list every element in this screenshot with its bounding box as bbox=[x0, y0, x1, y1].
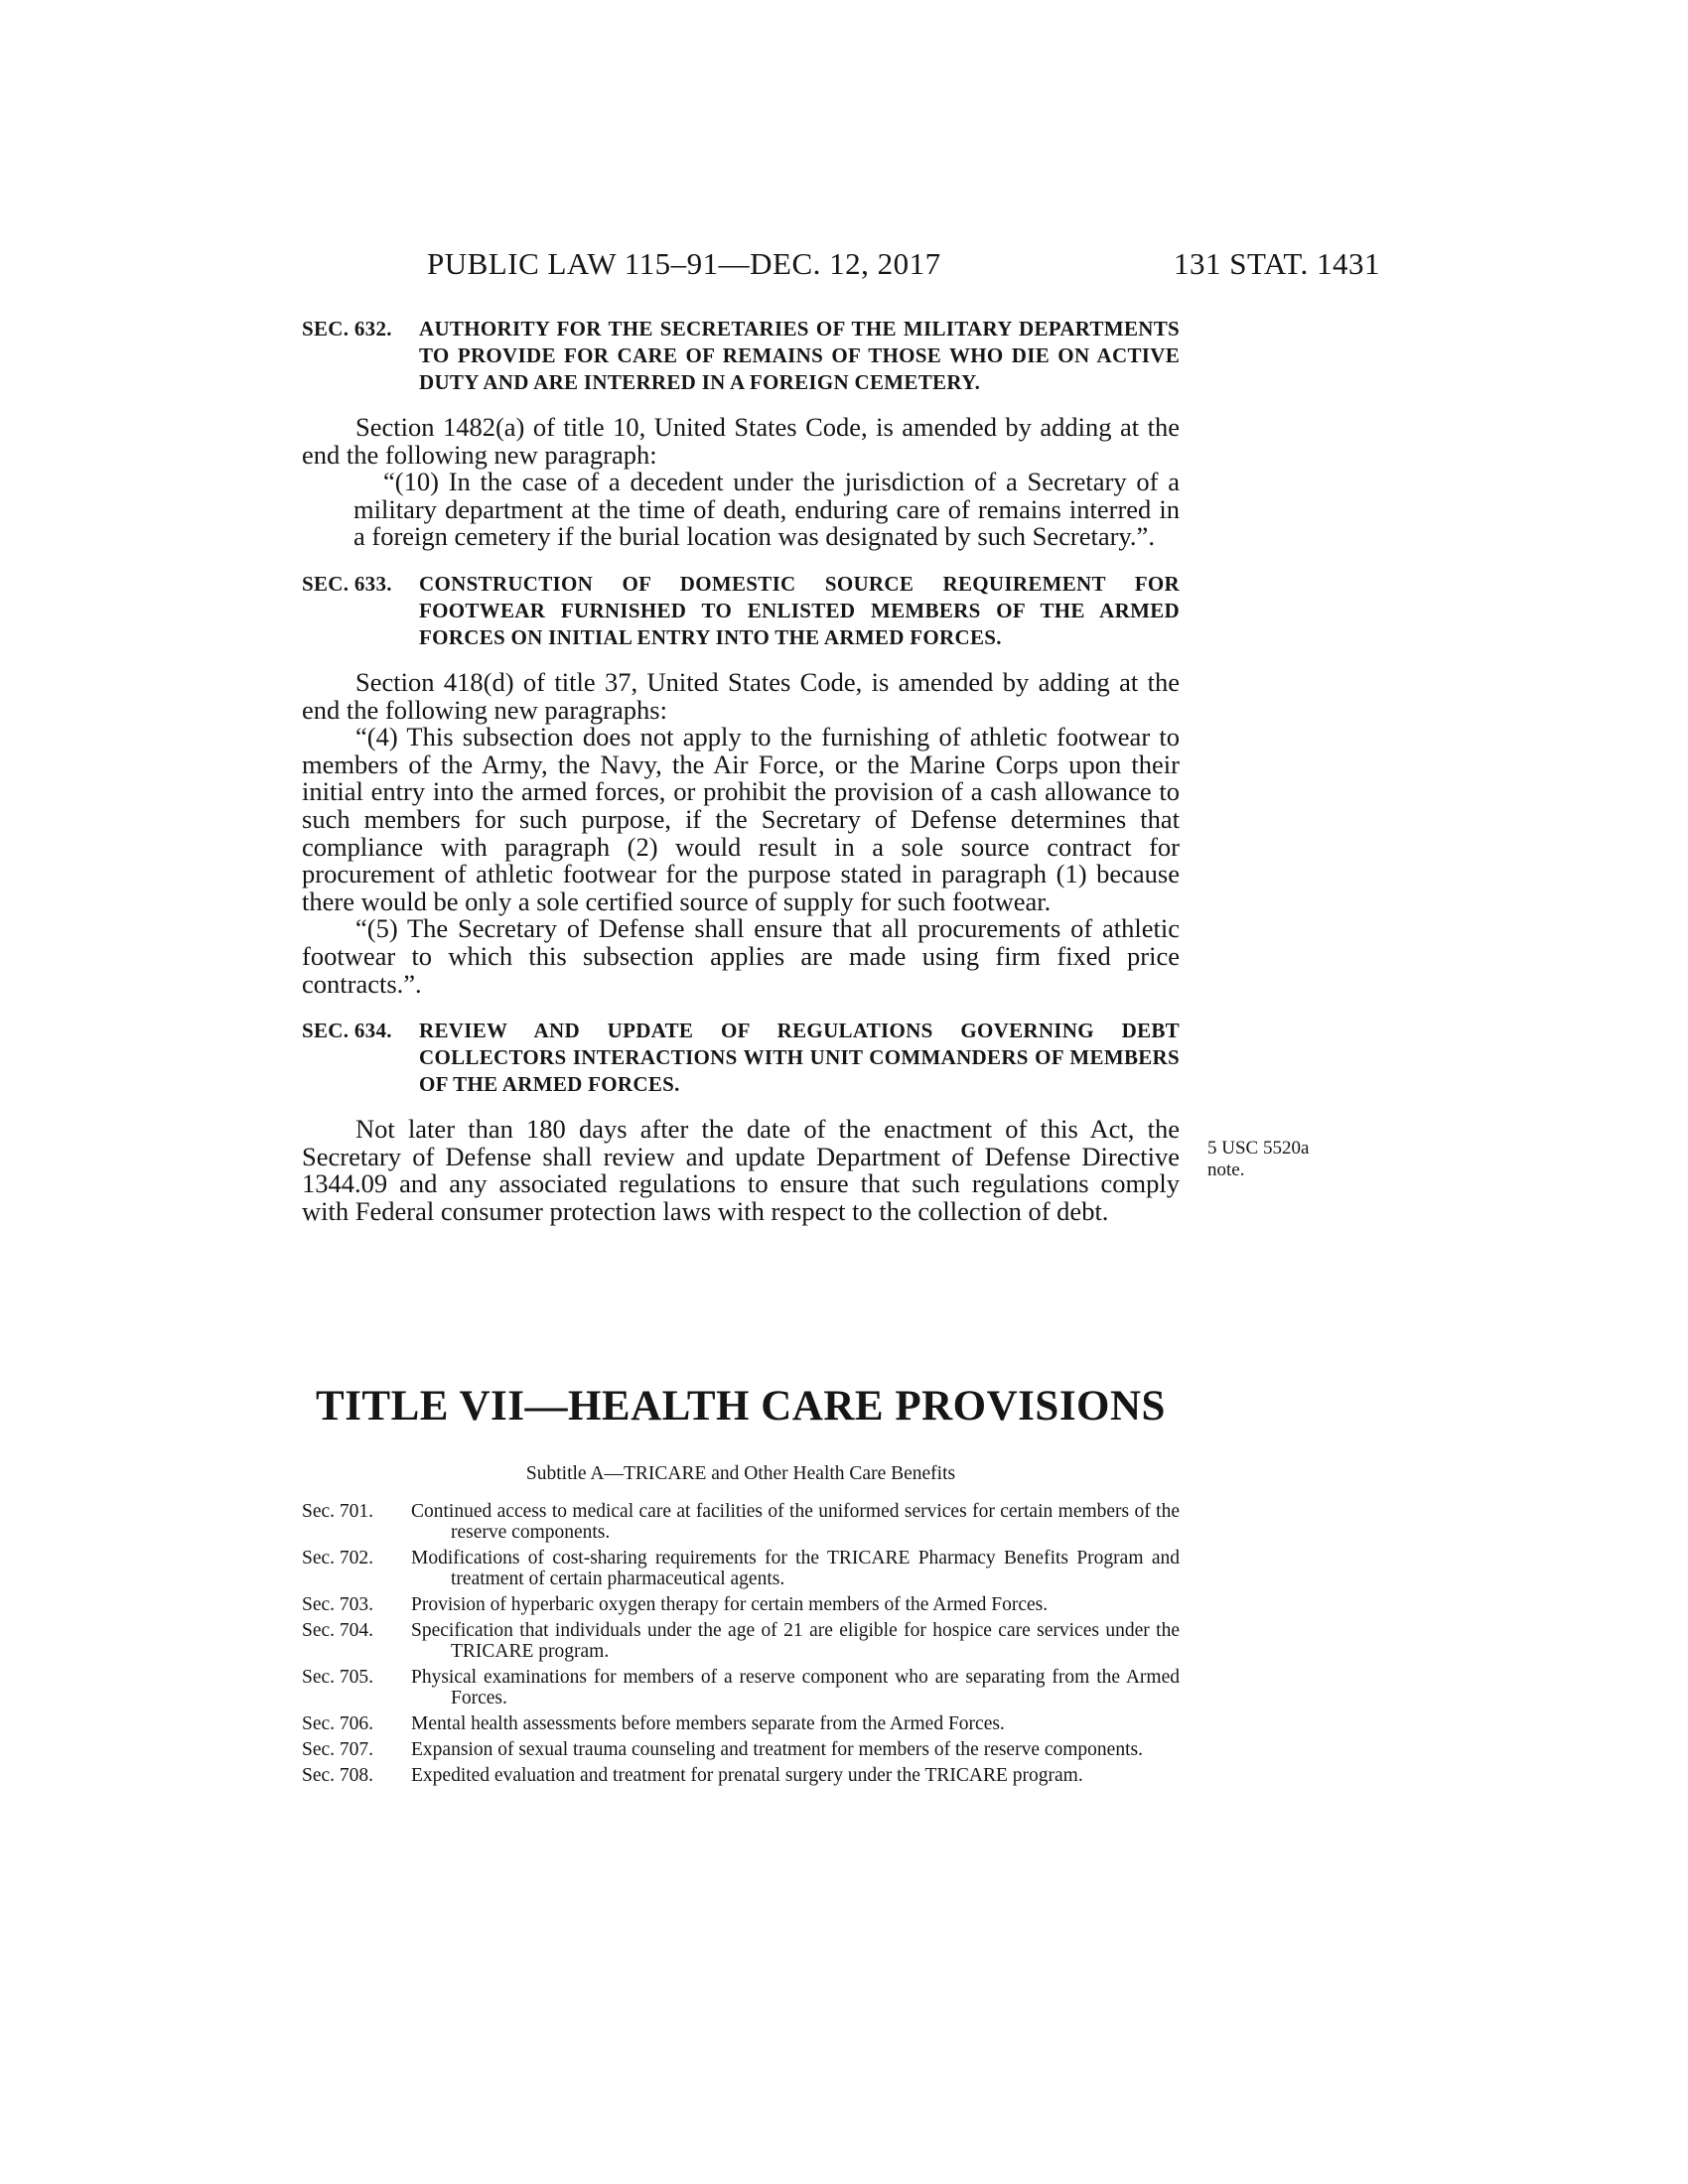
section-633-paragraph-4: “(4) This subsection does not apply to the furnishing of athletic footwear to members of the Army, the Navy, the Air Force, or the Marine Corps upon their initial entry into the armed forces, or prohibit the provision of a cash allowance to such members for such purpose, if the Secretary of Defense determines that compliance with paragraph (2) would result in a sole source contract for procurement of athletic footwear for the purpose stated in paragraph (1) because there would be only a sole certified source of supply for such footwear. bbox=[302, 722, 1180, 916]
toc-entry-707 bbox=[302, 1739, 1180, 1760]
toc-section-number: Sec. 704. bbox=[302, 1620, 374, 1641]
toc-entry-706 bbox=[302, 1713, 1180, 1734]
section-632-title: AUTHORITY FOR THE SECRETARIES OF THE MILITARY DEPARTMENTS TO PROVIDE FOR CARE OF REMAINS OF THOSE WHO DIE ON ACTIVE DUTY AND ARE INTERRED IN A FOREIGN CEMETERY. bbox=[419, 317, 1180, 394]
section-632-intro: Section 1482(a) of title 10, United States Code, is amended by adding at the end the following new paragraph: bbox=[302, 412, 1180, 470]
toc-section-title: Modifications of cost-sharing requirements for the TRICARE Pharmacy Benefits Program and treatment of certain pharmaceutical agents. bbox=[411, 1548, 1180, 1589]
section-633-heading bbox=[302, 571, 1180, 651]
running-header bbox=[298, 246, 1380, 286]
toc-section-title: Specification that individuals under the age of 21 are eligible for hospice care services under the TRICARE program. bbox=[411, 1620, 1180, 1662]
toc-section-title: Continued access to medical care at facilities of the uniformed services for certain members of the reserve components. bbox=[411, 1501, 1180, 1543]
toc-section-number: Sec. 708. bbox=[302, 1765, 374, 1786]
toc-entry-701 bbox=[302, 1501, 1180, 1543]
toc-entry-704 bbox=[302, 1620, 1180, 1662]
section-634-body: Not later than 180 days after the date of the enactment of this Act, the Secretary of Defense shall review and update Department of Defense Directive 1344.09 and any associated regulations to ensure that such regulations comply with Federal consumer protection laws with respect to the collection of debt. bbox=[302, 1114, 1180, 1226]
toc-entry-703 bbox=[302, 1594, 1180, 1615]
toc-section-number: Sec. 705. bbox=[302, 1667, 374, 1688]
table-of-contents bbox=[302, 1501, 1180, 1791]
toc-section-number: Sec. 706. bbox=[302, 1713, 374, 1734]
toc-section-number: Sec. 701. bbox=[302, 1501, 374, 1522]
toc-entry-705 bbox=[302, 1667, 1180, 1708]
section-633-title: CONSTRUCTION OF DOMESTIC SOURCE REQUIREMENT FOR FOOTWEAR FURNISHED TO ENLISTED MEMBERS OF THE ARMED FORCES ON INITIAL ENTRY INTO THE ARMED FORCES. bbox=[419, 571, 1180, 649]
toc-entry-708 bbox=[302, 1765, 1180, 1786]
toc-entry-702 bbox=[302, 1548, 1180, 1589]
margin-note-citation: 5 USC 5520a bbox=[1207, 1138, 1310, 1159]
section-634-heading bbox=[302, 1018, 1180, 1098]
toc-section-number: Sec. 707. bbox=[302, 1739, 374, 1760]
section-633-intro: Section 418(d) of title 37, United States Code, is amended by adding at the end the following new paragraphs: bbox=[302, 666, 1180, 725]
toc-section-number: Sec. 702. bbox=[302, 1548, 374, 1569]
toc-section-title: Physical examinations for members of a reserve component who are separating from the Armed Forces. bbox=[411, 1667, 1180, 1708]
toc-section-title: Expedited evaluation and treatment for prenatal surgery under the TRICARE program. bbox=[411, 1765, 1083, 1786]
toc-section-title: Provision of hyperbaric oxygen therapy for certain members of the Armed Forces. bbox=[411, 1594, 1049, 1615]
section-633-number: SEC. 633. bbox=[302, 571, 392, 596]
section-632-heading bbox=[302, 316, 1180, 396]
section-634-title: REVIEW AND UPDATE OF REGULATIONS GOVERNING DEBT COLLECTORS INTERACTIONS WITH UNIT COMMANDERS OF MEMBERS OF THE ARMED FORCES. bbox=[419, 1019, 1180, 1097]
statute-page-number: 131 STAT. 1431 bbox=[1173, 246, 1380, 281]
title-vii-heading: TITLE VII—HEALTH CARE PROVISIONS bbox=[316, 1383, 1166, 1430]
toc-section-number: Sec. 703. bbox=[302, 1594, 374, 1615]
section-632-number: SEC. 632. bbox=[302, 317, 392, 341]
section-634-number: SEC. 634. bbox=[302, 1019, 392, 1043]
section-632-quoted-paragraph bbox=[353, 469, 1180, 551]
toc-section-title: Expansion of sexual trauma counseling and treatment for members of the reserve components. bbox=[411, 1739, 1143, 1760]
section-633-paragraph-5: “(5) The Secretary of Defense shall ensure that all procurements of athletic footwear to which this subsection applies are made using firm fixed price contracts.”. bbox=[302, 913, 1180, 999]
section-634-margin-note bbox=[1207, 1138, 1366, 1181]
public-law-citation: PUBLIC LAW 115–91—DEC. 12, 2017 bbox=[427, 246, 941, 281]
toc-section-title: Mental health assessments before members separate from the Armed Forces. bbox=[411, 1713, 1005, 1734]
subtitle-a-heading: Subtitle A—TRICARE and Other Health Care Benefits bbox=[525, 1463, 956, 1484]
margin-note-label: note. bbox=[1207, 1160, 1245, 1180]
section-632-quote-text: “(10) In the case of a decedent under the jurisdiction of a Secretary of a military department at the time of death, enduring care of remains interred in a foreign cemetery if the burial location was designated by such Secretary.”. bbox=[353, 467, 1180, 552]
body-column bbox=[302, 316, 1180, 1225]
